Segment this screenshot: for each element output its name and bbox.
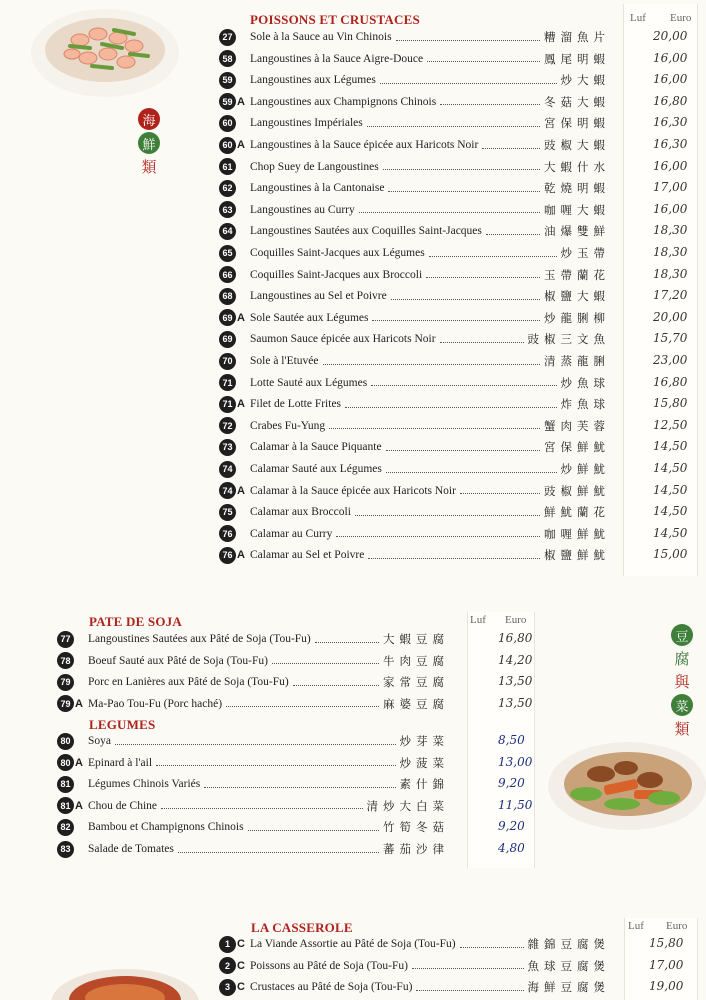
dot-leader [388,191,540,192]
item-number-badge: 79 [57,695,74,712]
item-chinese-name: 冬菇大蝦 [544,94,610,109]
menu-item [219,394,610,414]
item-price: 8,50 [498,733,525,747]
item-price: 20,00 [653,29,688,43]
item-number-badge: 72 [219,417,236,434]
item-name: Saumon Sauce épicée aux Haricots Noir [250,333,436,346]
menu-item [219,92,610,112]
item-price: 15,70 [653,331,688,346]
dot-leader [323,364,541,365]
dot-leader [355,515,540,516]
item-chinese-name: 宮保鮮魷 [544,440,610,455]
tofu-vegetable-dish-icon [546,740,706,832]
item-price: 14,50 [653,504,688,519]
item-price: 17,20 [653,288,688,303]
menu-item [219,70,610,90]
dot-leader [368,558,540,559]
menu-item [219,135,610,155]
soja-col-euro: Euro [505,614,527,626]
item-chinese-name: 豉椒鮮魷 [544,483,610,498]
legumes-title: LEGUMES [89,717,156,732]
item-name: Chop Suey de Langoustines [250,160,379,173]
item-number-badge: 3 [219,979,236,996]
item-chinese-name: 椒鹽大蝦 [544,289,610,304]
dot-leader [359,212,540,213]
dot-leader [412,968,524,969]
menu-item [57,651,449,671]
menu-item [219,200,610,220]
dot-leader [367,126,540,127]
item-name: Coquilles Saint-Jacques aux Légumes [250,247,425,259]
item-number-badge: 76 [219,547,236,564]
item-number-badge: 1 [219,936,236,953]
dot-leader [248,830,379,831]
seal-tofu-1: 豆 [671,624,693,646]
dot-leader [440,104,540,105]
item-suffix: A [237,95,245,108]
item-chinese-name: 雜錦豆腐煲 [527,937,610,951]
dot-leader [486,234,540,235]
item-price: 14,50 [653,482,688,497]
dot-leader [178,852,379,853]
item-suffix: C [237,938,245,950]
item-suffix: A [237,549,245,562]
item-number-badge: 58 [219,50,236,67]
dot-leader [383,169,540,170]
menu-item [219,956,610,976]
menu-item [219,502,610,522]
item-number-badge: 81 [57,776,74,793]
item-chinese-name: 糟溜魚片 [544,30,610,44]
item-name: Langoustines Sautées aux Pâté de Soja (Tou-Fu) [88,633,311,645]
item-number-badge: 60 [219,115,236,132]
dot-leader [329,428,540,429]
item-number-badge: 59 [219,72,236,89]
menu-item [219,265,610,285]
menu-item [219,977,610,997]
item-chinese-name: 清炒大白菜 [366,798,449,813]
item-name: Salade de Tomates [88,843,174,855]
item-price: 14,50 [653,439,688,454]
dot-leader [372,320,540,321]
item-price: 16,30 [653,137,688,151]
item-name: Boeuf Sauté aux Pâté de Soja (Tou-Fu) [88,654,268,667]
item-chinese-name: 鮮魷蘭花 [544,505,610,520]
poissons-col-luf: Luf [630,12,646,24]
dot-leader [115,744,396,745]
dot-leader [440,342,524,343]
item-chinese-name: 宮保明蝦 [544,116,610,131]
item-number-badge: 64 [219,223,236,240]
dot-leader [293,685,379,686]
item-price: 12,50 [653,417,688,432]
item-name: Poissons au Pâté de Soja (Tou-Fu) [250,959,408,972]
menu-item [57,672,449,692]
item-chinese-name: 油爆雙鮮 [544,224,610,239]
item-chinese-name: 炒玉帶 [560,246,610,260]
item-price: 16,00 [653,201,688,216]
casserole-title: LA CASSEROLE [251,920,353,935]
menu-item [219,221,610,241]
dot-leader [427,61,540,62]
item-chinese-name: 麻婆豆腐 [383,696,449,711]
item-name: Langoustines au Sel et Poivre [250,290,387,303]
item-number-badge: 82 [57,819,74,836]
item-suffix: A [237,139,245,151]
dot-leader [371,385,556,386]
item-name: Calamar à la Sauce Piquante [250,441,382,454]
soja-title: PATE DE SOJA [89,614,182,629]
item-number-badge: 65 [219,245,236,262]
item-number-badge: 77 [57,631,74,648]
item-name: Langoustines à la Cantonaise [250,182,385,195]
item-suffix: C [237,959,245,972]
item-number-badge: 75 [219,504,236,521]
menu-item [219,545,610,565]
item-chinese-name: 牛肉豆腐 [383,653,449,668]
item-chinese-name: 炸魚球 [560,397,610,412]
item-price: 4,80 [498,841,525,855]
dot-leader [460,947,524,948]
item-price: 14,20 [498,652,533,667]
item-number-badge: 70 [219,353,236,370]
dot-leader [429,256,557,257]
item-chinese-name: 魚球豆腐煲 [527,958,610,973]
item-chinese-name: 清蒸龍脷 [544,354,610,368]
menu-item [219,459,610,479]
item-name: Calamar au Curry [250,527,333,540]
soja-col-luf: Luf [470,614,486,626]
item-chinese-name: 椒鹽鮮魷 [544,548,610,563]
shrimp-dish-icon [30,8,180,98]
casserole-dish-icon [50,968,200,1000]
item-number-badge: 78 [57,652,74,669]
item-price: 13,50 [498,695,533,710]
item-price: 14,50 [653,461,688,475]
item-price: 15,80 [653,396,688,411]
menu-item [219,243,610,263]
item-chinese-name: 蕃茄沙律 [383,842,449,856]
side-char-3: 類 [141,158,157,176]
menu-item [219,481,610,501]
menu-item [219,373,610,393]
item-chinese-name: 咖喱大蝦 [544,202,610,217]
menu-item [219,524,610,544]
item-chinese-name: 素什錦 [399,777,449,792]
item-name: Soya [88,735,111,747]
casserole-col-luf: Luf [628,920,644,932]
item-number-badge: 71 [219,374,236,391]
dot-leader [386,450,540,451]
item-price: 13,50 [498,674,533,689]
seal-char-1: 海 [138,108,160,130]
item-price: 13,00 [498,754,533,769]
item-price: 16,00 [653,72,688,87]
item-name: Epinard à l'ail [88,756,153,769]
side-tofu-2: 腐 [674,650,690,668]
menu-item [219,416,610,436]
item-name: Coquilles Saint-Jacques aux Broccoli [250,268,423,281]
item-name: Calamar au Sel et Poivre [250,549,365,562]
item-chinese-name: 炒魚球 [560,375,610,390]
item-number-badge: 69 [219,309,236,326]
item-name: Crustaces au Pâté de Soja (Tou-Fu) [250,981,413,994]
item-suffix: A [75,799,83,812]
casserole-col-euro: Euro [666,920,688,932]
menu-item [219,178,610,198]
item-number-badge: 71 [219,396,236,413]
item-name: Langoustines à la Sauce épicée aux Haricots Noir [250,139,479,151]
item-number-badge: 74 [219,482,236,499]
item-name: Langoustines à la Sauce Aigre-Douce [250,52,424,65]
dot-leader [460,493,540,494]
dot-leader [386,472,557,473]
dot-leader [391,299,540,300]
item-name: Calamar Sauté aux Légumes [250,463,382,475]
item-suffix: A [237,311,245,324]
item-number-badge: 74 [219,461,236,478]
item-price: 14,50 [653,525,688,540]
item-chinese-name: 乾燒明蝦 [544,181,610,196]
item-chinese-name: 大蝦什水 [544,159,610,174]
item-number-badge: 76 [219,525,236,542]
item-name: Calamar à la Sauce épicée aux Haricots Noir [250,484,456,497]
menu-item [219,329,610,349]
menu-item [219,286,610,306]
item-number-badge: 60 [219,137,236,154]
item-price: 17,00 [653,180,688,195]
item-name: Filet de Lotte Frites [250,398,342,411]
item-number-badge: 69 [219,331,236,348]
item-chinese-name: 豉椒三文魚 [527,332,610,347]
item-price: 19,00 [649,979,684,994]
item-name: La Viande Assortie au Pâté de Soja (Tou-Fu) [250,938,456,950]
item-chinese-name: 炒芽菜 [399,734,449,748]
item-price: 16,80 [653,374,688,389]
item-price: 20,00 [653,309,688,324]
menu-item [219,27,610,47]
menu-item [219,437,610,457]
item-name: Crabes Fu-Yung [250,419,326,432]
menu-item [219,113,610,133]
dot-leader [315,642,379,643]
item-number-badge: 63 [219,201,236,218]
menu-item [219,351,610,371]
menu-item [57,839,449,859]
side-tofu-3: 與 [674,673,690,691]
item-chinese-name: 竹筍冬菇 [383,820,449,835]
item-price: 16,30 [653,115,688,130]
item-name: Lotte Sauté aux Légumes [250,376,368,389]
item-name: Ma-Pao Tou-Fu (Porc haché) [88,697,223,710]
menu-item [219,934,610,954]
item-price: 16,80 [653,93,688,108]
item-number-badge: 27 [219,29,236,46]
item-chinese-name: 玉帶蘭花 [544,267,610,282]
item-price: 23,00 [653,353,688,367]
dot-leader [226,706,379,707]
item-price: 18,30 [653,223,688,238]
item-chinese-name: 豉椒大蝦 [544,138,610,152]
item-name: Langoustines Sautées aux Coquilles Saint-Jacques [250,225,482,238]
item-number-badge: 79 [57,674,74,691]
item-name: Bambou et Champignons Chinois [88,821,244,834]
item-number-badge: 59 [219,93,236,110]
item-chinese-name: 海鮮豆腐煲 [527,980,610,995]
dot-leader [380,83,557,84]
item-number-badge: 80 [57,733,74,750]
item-chinese-name: 炒龍脷柳 [544,310,610,325]
menu-item [57,817,449,837]
item-number-badge: 68 [219,288,236,305]
item-name: Langoustines au Curry [250,203,355,216]
poissons-col-euro: Euro [670,12,692,24]
item-number-badge: 80 [57,754,74,771]
menu-item [57,774,449,794]
dot-leader [204,787,395,788]
dot-leader [426,277,540,278]
item-chinese-name: 大蝦豆腐 [383,632,449,646]
dot-leader [345,407,556,408]
item-chinese-name: 炒菠菜 [399,755,449,770]
dot-leader [336,536,540,537]
dot-leader [416,990,523,991]
menu-item [219,157,610,177]
item-suffix: A [75,756,83,769]
item-name: Légumes Chinois Variés [88,778,201,791]
item-chinese-name: 炒鮮魷 [560,462,610,476]
item-name: Sole Sautée aux Légumes [250,311,369,324]
menu-item [57,753,449,773]
item-price: 16,80 [498,631,533,645]
item-name: Langoustines Impériales [250,117,363,130]
dot-leader [396,40,540,41]
item-price: 11,50 [498,797,533,812]
item-number-badge: 62 [219,180,236,197]
poissons-side-label [138,108,160,177]
item-number-badge: 2 [219,957,236,974]
menu-item [57,629,449,649]
item-price: 18,30 [653,266,688,281]
item-price: 16,00 [653,158,688,173]
item-suffix: C [237,981,245,994]
item-suffix: A [237,484,245,497]
item-name: Porc en Lanières aux Pâté de Soja (Tou-Fu) [88,676,289,689]
item-chinese-name: 家常豆腐 [383,675,449,690]
item-number-badge: 61 [219,158,236,175]
item-price: 16,00 [653,50,688,65]
item-name: Langoustines aux Champignons Chinois [250,95,437,108]
menu-item [219,49,610,69]
menu-item [57,731,449,751]
item-number-badge: 73 [219,439,236,456]
item-price: 18,30 [653,245,688,259]
item-chinese-name: 鳳尾明蝦 [544,51,610,66]
item-price: 17,00 [649,957,684,972]
seal-tofu-4: 菜 [671,694,693,716]
dot-leader [161,808,363,809]
item-price: 9,20 [498,776,525,791]
item-number-badge: 83 [57,841,74,858]
item-name: Chou de Chine [88,799,157,812]
item-suffix: A [237,398,245,411]
dot-leader [482,148,540,149]
menu-item [57,694,449,714]
item-price: 15,80 [649,936,684,950]
item-number-badge: 81 [57,797,74,814]
dot-leader [156,765,395,766]
menu-item [57,796,449,816]
seal-char-2: 鮮 [138,132,160,154]
menu-item [219,308,610,328]
item-chinese-name: 咖喱鮮魷 [544,526,610,541]
soja-side-label [671,624,693,739]
item-price: 15,00 [653,547,688,562]
dot-leader [272,663,379,664]
item-name: Calamar aux Broccoli [250,506,351,519]
item-chinese-name: 蟹肉芙蓉 [544,418,610,433]
item-name: Sole à l'Etuvée [250,355,319,367]
item-suffix: A [75,697,83,710]
poissons-title: POISSONS ET CRUSTACES [250,12,420,27]
side-tofu-5: 類 [674,720,690,738]
item-price: 9,20 [498,819,525,834]
item-number-badge: 66 [219,266,236,283]
item-name: Sole à la Sauce au Vin Chinois [250,31,392,43]
item-chinese-name: 炒大蝦 [560,73,610,88]
item-name: Langoustines aux Légumes [250,74,376,87]
